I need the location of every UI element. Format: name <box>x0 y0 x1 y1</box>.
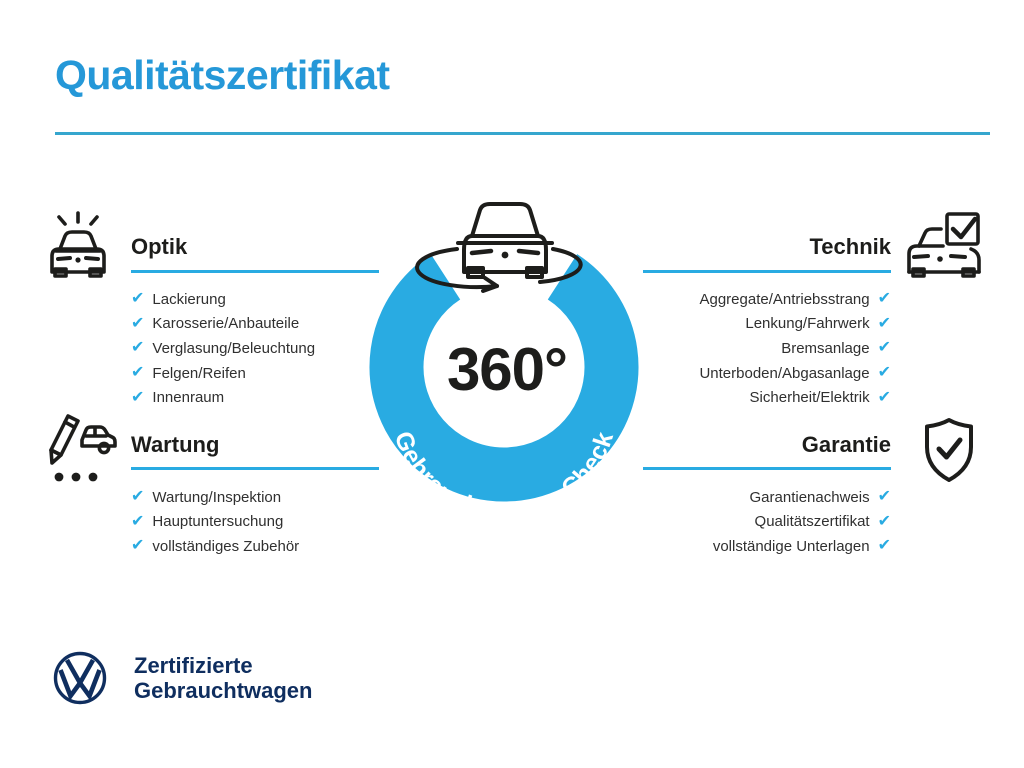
check-icon: ✔ <box>131 488 145 506</box>
check-item-label: Garantienachweis <box>749 488 870 506</box>
vw-logo <box>52 650 108 706</box>
check-item-label: Lenkung/Fahrwerk <box>745 315 870 333</box>
check-icon: ✔ <box>131 512 145 530</box>
check-icon: ✔ <box>131 339 145 357</box>
section-title-wartung: Wartung <box>131 432 220 457</box>
brand-line-1: Zertifizierte <box>134 653 253 678</box>
brand-line-2: Gebrauchtwagen <box>134 678 313 703</box>
check-item-label: vollständiges Zubehör <box>152 537 300 555</box>
check-icon: ✔ <box>131 314 145 332</box>
brand-text <box>134 653 312 703</box>
check-icon: ✔ <box>131 290 145 308</box>
car-emblem-dot <box>502 252 509 259</box>
section-title-garantie: Garantie <box>801 432 891 457</box>
check-icon: ✔ <box>877 314 891 332</box>
check-icon: ✔ <box>877 512 891 530</box>
check-icon: ✔ <box>131 364 145 382</box>
check-icon: ✔ <box>131 537 145 555</box>
check-icon: ✔ <box>877 364 891 382</box>
check-icon: ✔ <box>877 388 891 406</box>
check-item-label: Bremsanlage <box>781 339 870 357</box>
check-item-label: Hauptuntersuchung <box>152 513 284 531</box>
check-item-label: Innenraum <box>152 389 225 407</box>
check-icon: ✔ <box>877 488 891 506</box>
section-title-optik: Optik <box>131 234 188 259</box>
check-item-label: Sicherheit/Elektrik <box>749 389 870 407</box>
check-icon: ✔ <box>877 290 891 308</box>
page-title: Qualitätszertifikat <box>55 52 390 98</box>
check-icon: ✔ <box>877 537 891 555</box>
check-item-label: vollständige Unterlagen <box>712 537 870 555</box>
degree-label: 360° <box>446 336 568 403</box>
check-item-label: Verglasung/Beleuchtung <box>152 339 316 357</box>
check-item-label: Wartung/Inspektion <box>152 488 282 506</box>
check-item-label: Felgen/Reifen <box>152 364 246 382</box>
section-title-technik: Technik <box>809 234 891 259</box>
check-icon: ✔ <box>877 339 891 357</box>
check-icon: ✔ <box>131 388 145 406</box>
ring-label-text: Gebrauchtwagen-Check <box>388 427 620 526</box>
check-item-label: Unterboden/Abgasanlage <box>699 364 870 382</box>
check-item-label: Qualitätszertifikat <box>754 513 870 531</box>
check-item-label: Karosserie/Anbauteile <box>152 315 300 333</box>
check-item-label: Aggregate/Antriebsstrang <box>699 290 870 308</box>
check-item-label: Lackierung <box>152 290 226 308</box>
brand-footer <box>52 650 312 706</box>
